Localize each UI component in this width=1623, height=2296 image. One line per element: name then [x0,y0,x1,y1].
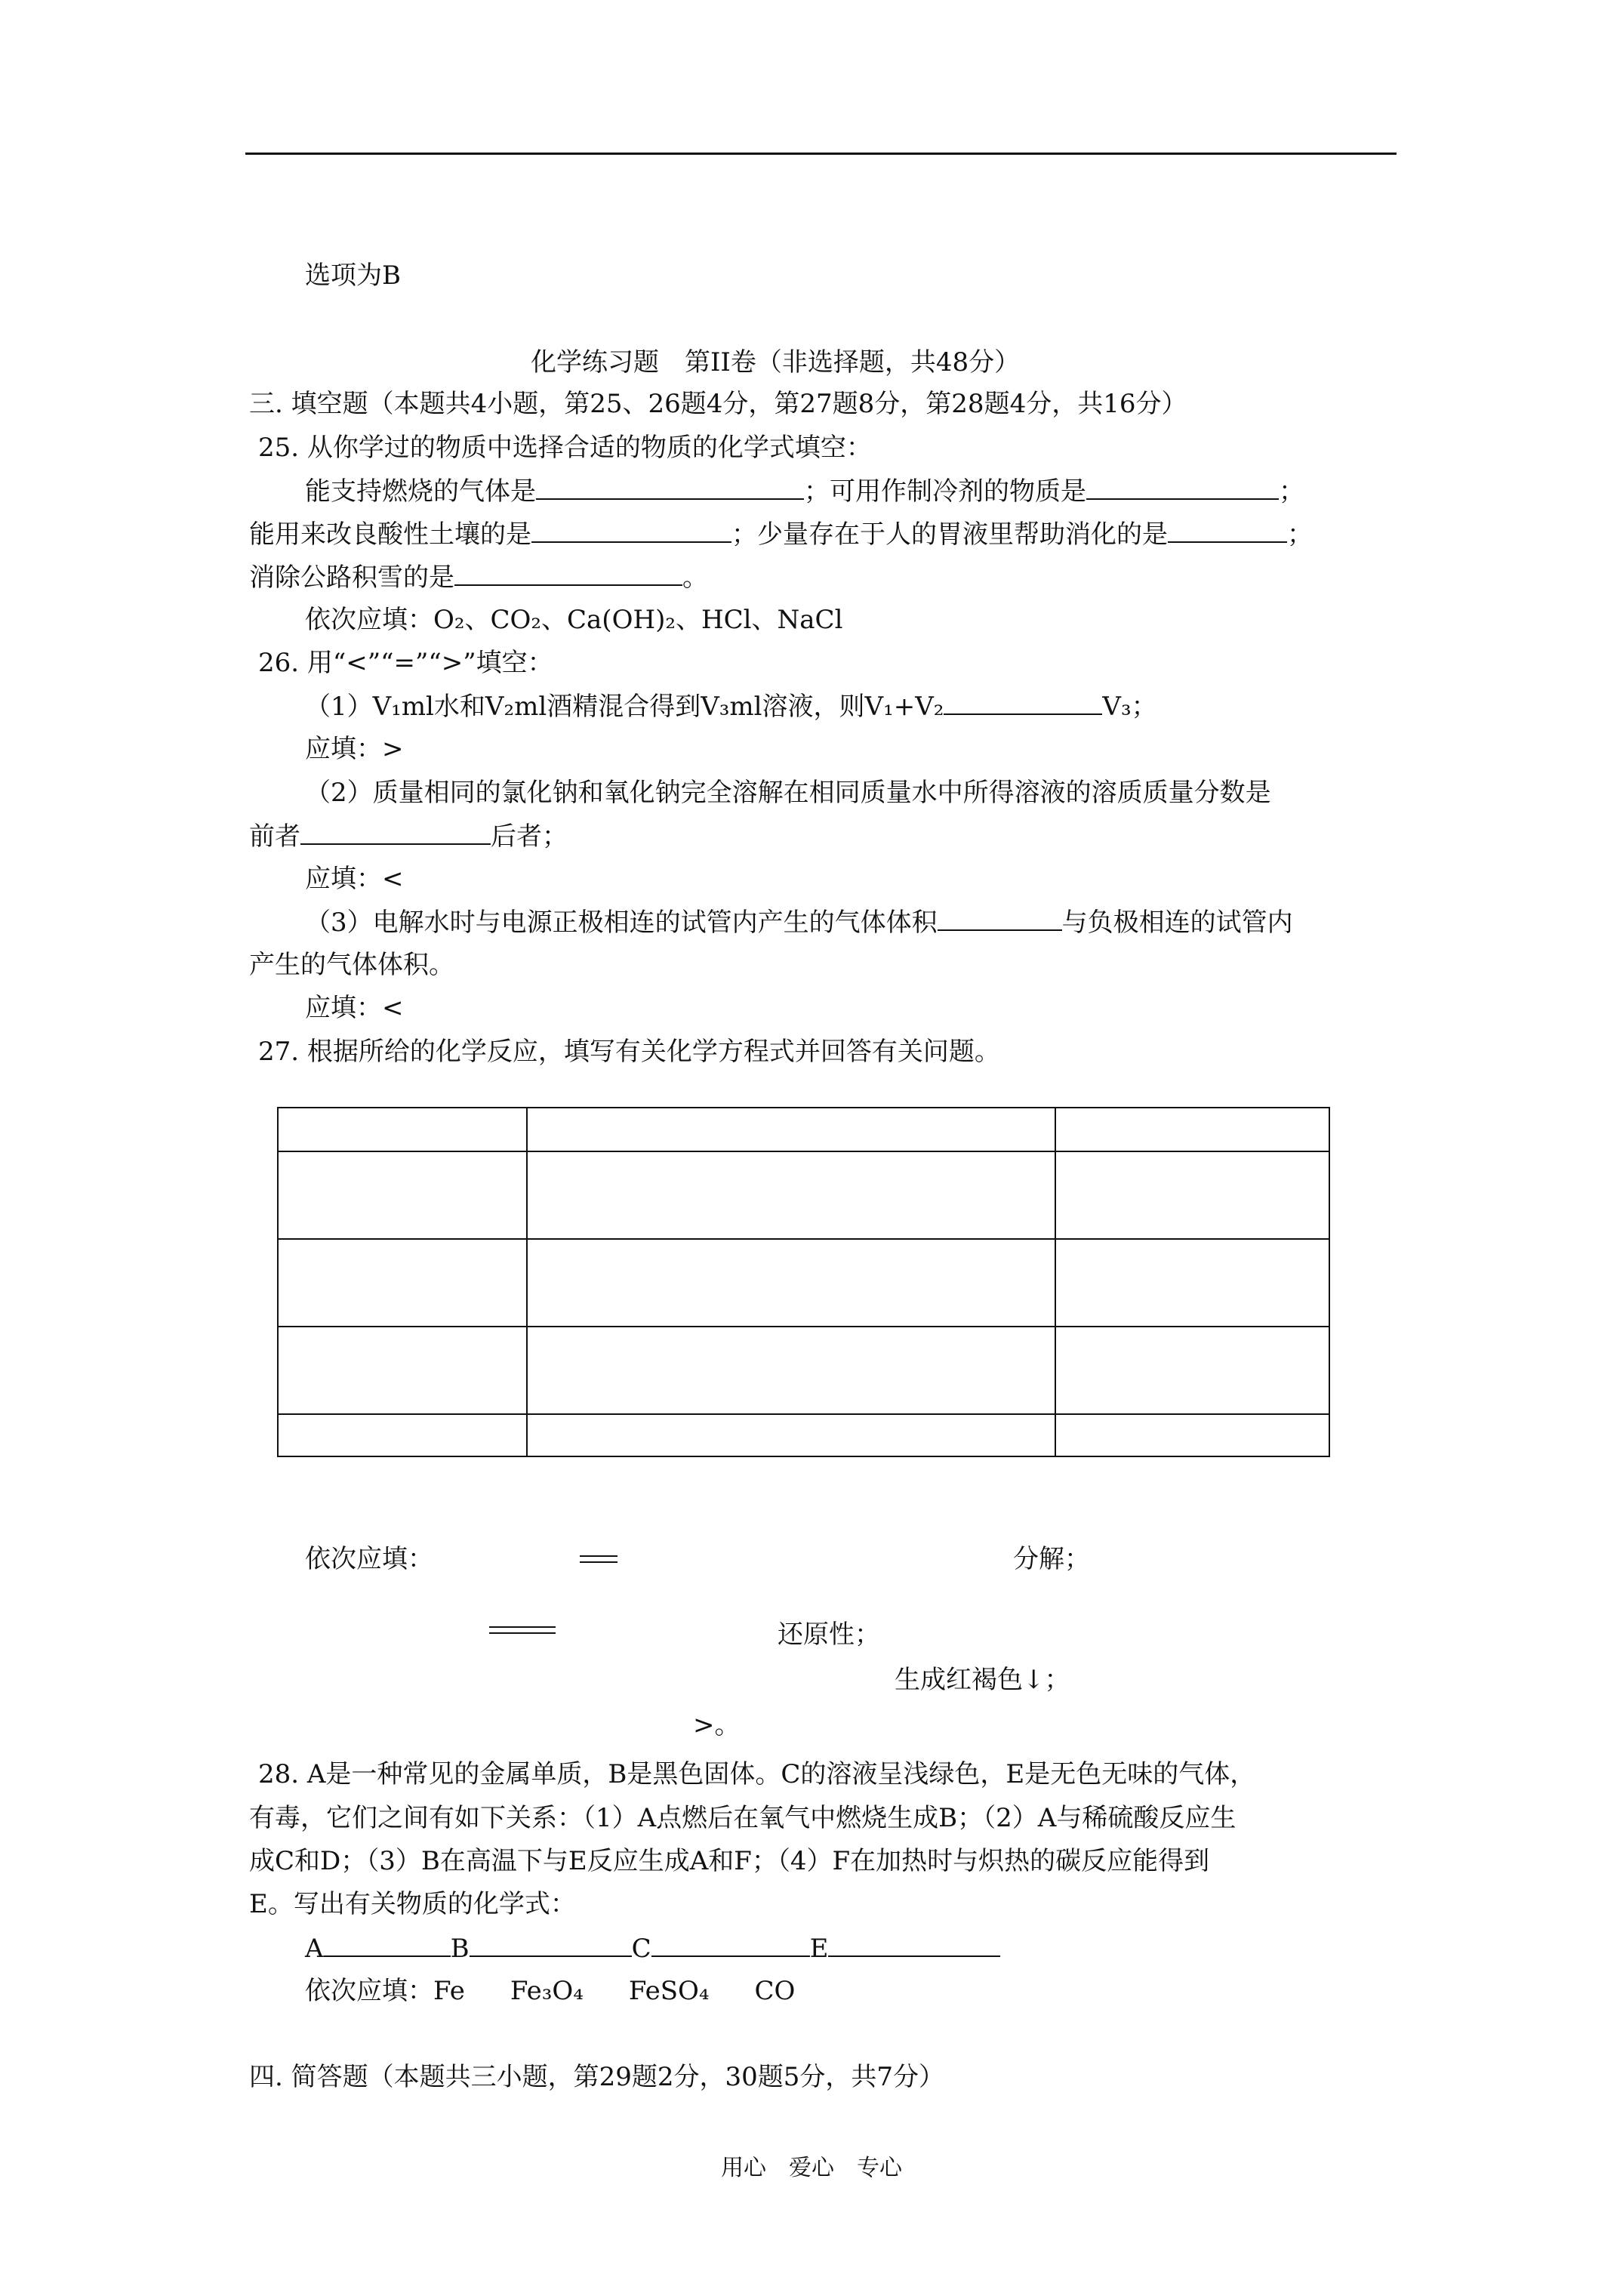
q26-part1 [305,691,1157,722]
q25-text: ；少量存在于人的胃液里帮助消化的是 [731,519,1168,550]
q26-text: 前者 [249,821,300,852]
q25-line3 [249,562,708,593]
equals-sign-line [580,1555,617,1557]
q26-part3-line1 [305,907,1293,938]
q28-answer-value: FeSO₄ [628,1976,710,2006]
table-row [278,1239,1329,1327]
q27-answer-last: >。 [693,1710,741,1740]
table-cell [527,1327,1055,1414]
equals-sign-line [489,1626,556,1628]
q25-stem: 25. 从你学过的物质中选择合适的物质的化学式填空： [258,433,872,463]
q28-label: E [809,1934,829,1964]
q26-part2-line1: （2）质量相同的氯化钠和氧化钠完全溶解在相同质量水中所得溶液的溶质质量分数是 [305,778,1271,808]
q26-answer3: 应填：< [305,993,404,1023]
q28-label: A [305,1934,324,1964]
page-footer: 用心 爱心 专心 [721,2155,902,2181]
q25-text: ； [1287,519,1313,550]
q28-line2: 有毒，它们之间有如下关系：（1）A点燃后在氧气中燃烧生成B；（2）A与稀硫酸反应生 [249,1803,1236,1833]
section4-heading: 四. 简答题（本题共三小题，第29题2分，30题5分，共7分） [249,2062,945,2092]
q27-answer-label: 依次应填： [305,1544,433,1574]
header-rule [245,153,1397,155]
q28-answer-value: Fe₃O₄ [510,1976,584,2006]
q28-label: C [631,1934,651,1964]
answer-blank[interactable] [828,1933,1000,1957]
q26-stem: 26. 用“<”“=”“>”填空： [258,648,553,678]
answer-blank[interactable] [470,1933,632,1957]
table-cell [527,1151,1055,1239]
q25-text: ； [1279,476,1304,507]
table-cell [1055,1151,1329,1239]
table-row [278,1108,1329,1151]
q25-text: 能用来改良酸性土壤的是 [249,519,531,550]
q27-answer-reducing: 还原性； [778,1620,880,1650]
table-cell [278,1414,527,1456]
q25-text: 消除公路积雪的是 [249,562,454,593]
table-cell [1055,1108,1329,1151]
intro-text: 选项为B [305,260,401,291]
answer-blank[interactable] [938,907,1062,931]
q26-text: V₃； [1102,692,1157,722]
q25-text: 能支持燃烧的气体是 [305,476,536,507]
table-cell [278,1108,527,1151]
section3-heading: 三. 填空题（本题共4小题，第25、26题4分，第27题8分，第28题4分，共16分） [249,389,1187,419]
table-cell [278,1239,527,1327]
q27-stem: 27. 根据所给的化学反应，填写有关化学方程式并回答有关问题。 [258,1037,1000,1067]
q27-answer-precipitate: 生成红褐色↓； [895,1665,1070,1695]
table-cell [278,1327,527,1414]
q28-answer-value: CO [754,1976,796,2006]
q28-answer-label: 依次应填： [305,1976,433,2006]
table-row [278,1327,1329,1414]
table-cell [1055,1414,1329,1456]
reaction-table [277,1107,1330,1457]
q28-line4: E。写出有关物质的化学式： [249,1889,576,1919]
table-cell [1055,1327,1329,1414]
table-cell [278,1151,527,1239]
table-row [278,1151,1329,1239]
q27-answer-decomposition: 分解； [1013,1544,1090,1574]
table-cell [527,1414,1055,1456]
q26-text: 后者； [491,821,568,852]
q28-answer-value: Fe [433,1976,465,2006]
q28-label: B [450,1934,470,1964]
q28-answer [305,1976,795,2006]
q26-text: （1）V₁ml水和V₂ml酒精混合得到V₃ml溶液，则V₁+V₂ [305,692,944,722]
q28-line1: 28. A是一种常见的金属单质，B是黑色固体。C的溶液呈浅绿色，E是无色无味的气体， [258,1759,1256,1789]
table-cell [527,1108,1055,1151]
section-title: 化学练习题 第II卷（非选择题，共48分） [531,347,1021,378]
answer-blank[interactable] [536,476,804,500]
table-row [278,1414,1329,1456]
q26-part3-line2: 产生的气体体积。 [249,950,454,980]
table-cell [527,1239,1055,1327]
answer-blank[interactable] [324,1933,451,1957]
q26-text: （3）电解水时与电源正极相连的试管内产生的气体体积 [305,908,938,938]
equals-sign-line [580,1561,617,1563]
q25-line1 [305,476,1304,507]
q25-answer: 依次应填：O₂、CO₂、Ca(OH)₂、HCl、NaCl [305,605,843,635]
answer-blank[interactable] [531,519,731,543]
q25-text: ；可用作制冷剂的物质是 [804,476,1086,507]
q26-text: 与负极相连的试管内 [1061,908,1293,938]
answer-blank[interactable] [1168,519,1287,543]
answer-blank[interactable] [1086,476,1279,500]
q25-text: 。 [682,562,708,593]
answer-blank[interactable] [454,562,682,586]
q26-answer2: 应填：< [305,864,404,894]
table-cell [1055,1239,1329,1327]
q25-line2 [249,519,1313,550]
q26-part2-line2 [249,821,568,852]
equals-sign-line [489,1632,556,1634]
q28-blanks [305,1933,1000,1964]
q28-line3: 成C和D；（3）B在高温下与E反应生成A和F；（4）F在加热时与炽热的碳反应能得到 [249,1846,1210,1876]
answer-blank[interactable] [651,1933,810,1957]
q26-answer1: 应填：> [305,734,404,764]
answer-blank[interactable] [300,821,491,845]
answer-blank[interactable] [944,691,1102,715]
